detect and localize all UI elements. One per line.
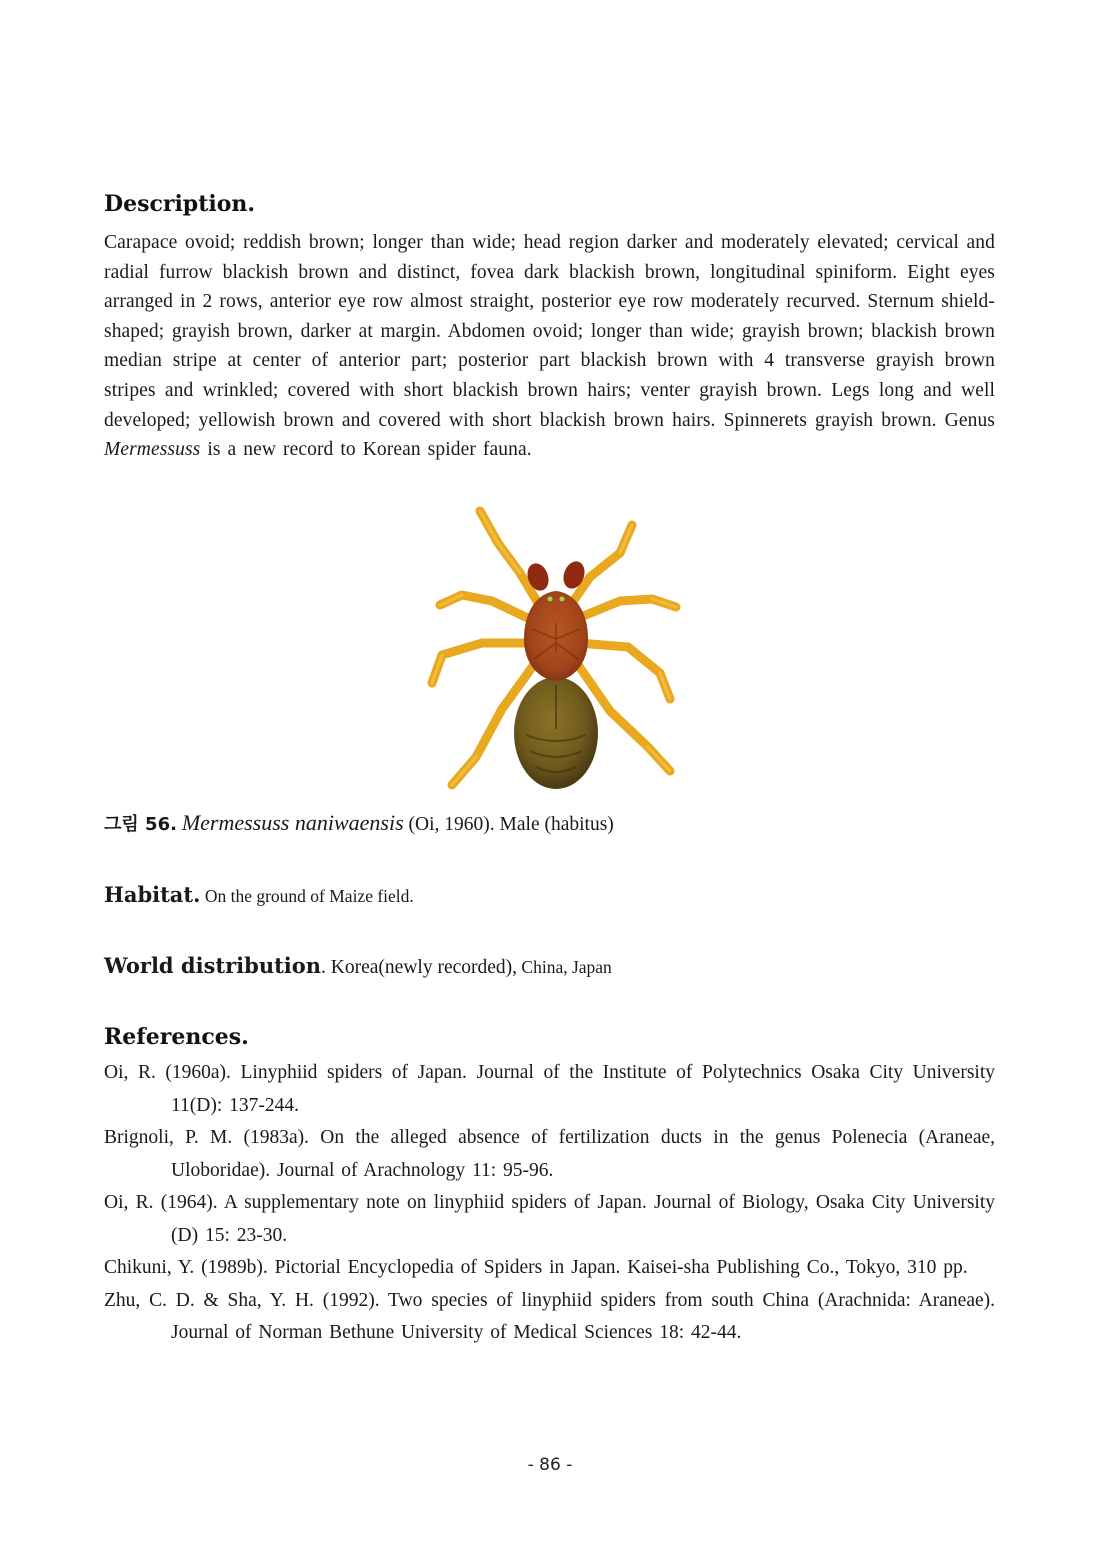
references-heading: References. (104, 1024, 249, 1050)
references-list (104, 1057, 995, 1350)
reference-item: Oi, R. (1960a). Linyphiid spiders of Japan. Journal of the Institute of Polytechnics Osaka City University 11(D): 137-244. (104, 1062, 995, 1116)
page-number: - 86 - (527, 1455, 573, 1475)
distribution-paragraph (104, 953, 612, 979)
habitat-paragraph (104, 882, 414, 907)
figure-note: Male (habitus) (499, 814, 614, 835)
spider-habitus-image (420, 503, 692, 795)
genus-name: Mermessuss (104, 439, 201, 461)
distribution-label: World distribution (104, 953, 322, 978)
reference-item: Chikuni, Y. (1989b). Pictorial Encyclopedia of Spiders in Japan. Kaisei-sha Publishing Co., Tokyo, 310 pp. (104, 1257, 968, 1278)
reference-item: Oi, R. (1964). A supplementary note on linyphiid spiders of Japan. Journal of Biology, Osaka City University (D) 15: 23-30. (104, 1192, 995, 1246)
description-text-tail: is a new record to Korean spider fauna. (207, 439, 532, 461)
description-text-main: Carapace ovoid; reddish brown; longer than wide; head region darker and moderately elevated; cervical and radial furrow blackish brown and distinct, fovea dark blackish brown, longitudinal spiniform. Eight eyes arranged in 2 rows, anterior eye row almost straight, posterior eye row moderately recurved. Sternum shield-shaped; grayish brown, darker at margin. Abdomen ovoid; longer than wide; grayish brown; blackish brown median stripe at center of anterior part; posterior part blackish brown with 4 transverse grayish brown stripes and wrinkled; covered with short blackish brown hairs; venter grayish brown. Legs long and well developed; yellowish brown and covered with short blackish brown hairs. Spinnerets grayish brown. Genus (104, 232, 995, 431)
figure-label: 그림 56. (104, 814, 177, 835)
species-authority: (Oi, 1960). (408, 814, 495, 835)
distribution-text-main: . Korea(newly recorded), (321, 957, 518, 978)
description-heading: Description. (104, 191, 256, 217)
distribution-text-small: China, Japan (521, 957, 612, 977)
reference-item: Brignoli, P. M. (1983a). On the alleged absence of fertilization ducts in the genus Polenecia (Araneae, Uloboridae). Journal of Arachnology 11: 95-96. (104, 1127, 995, 1181)
figure-caption (104, 810, 614, 836)
habitat-label: Habitat. (104, 882, 201, 907)
species-name: Mermessuss naniwaensis (181, 810, 404, 835)
habitat-text: On the ground of Maize field. (204, 886, 414, 906)
reference-item: Zhu, C. D. & Sha, Y. H. (1992). Two species of linyphiid spiders from south China (Arachnida: Araneae). Journal of Norman Bethune University of Medical Sciences 18: 42-44. (104, 1289, 995, 1343)
description-text (104, 228, 995, 465)
